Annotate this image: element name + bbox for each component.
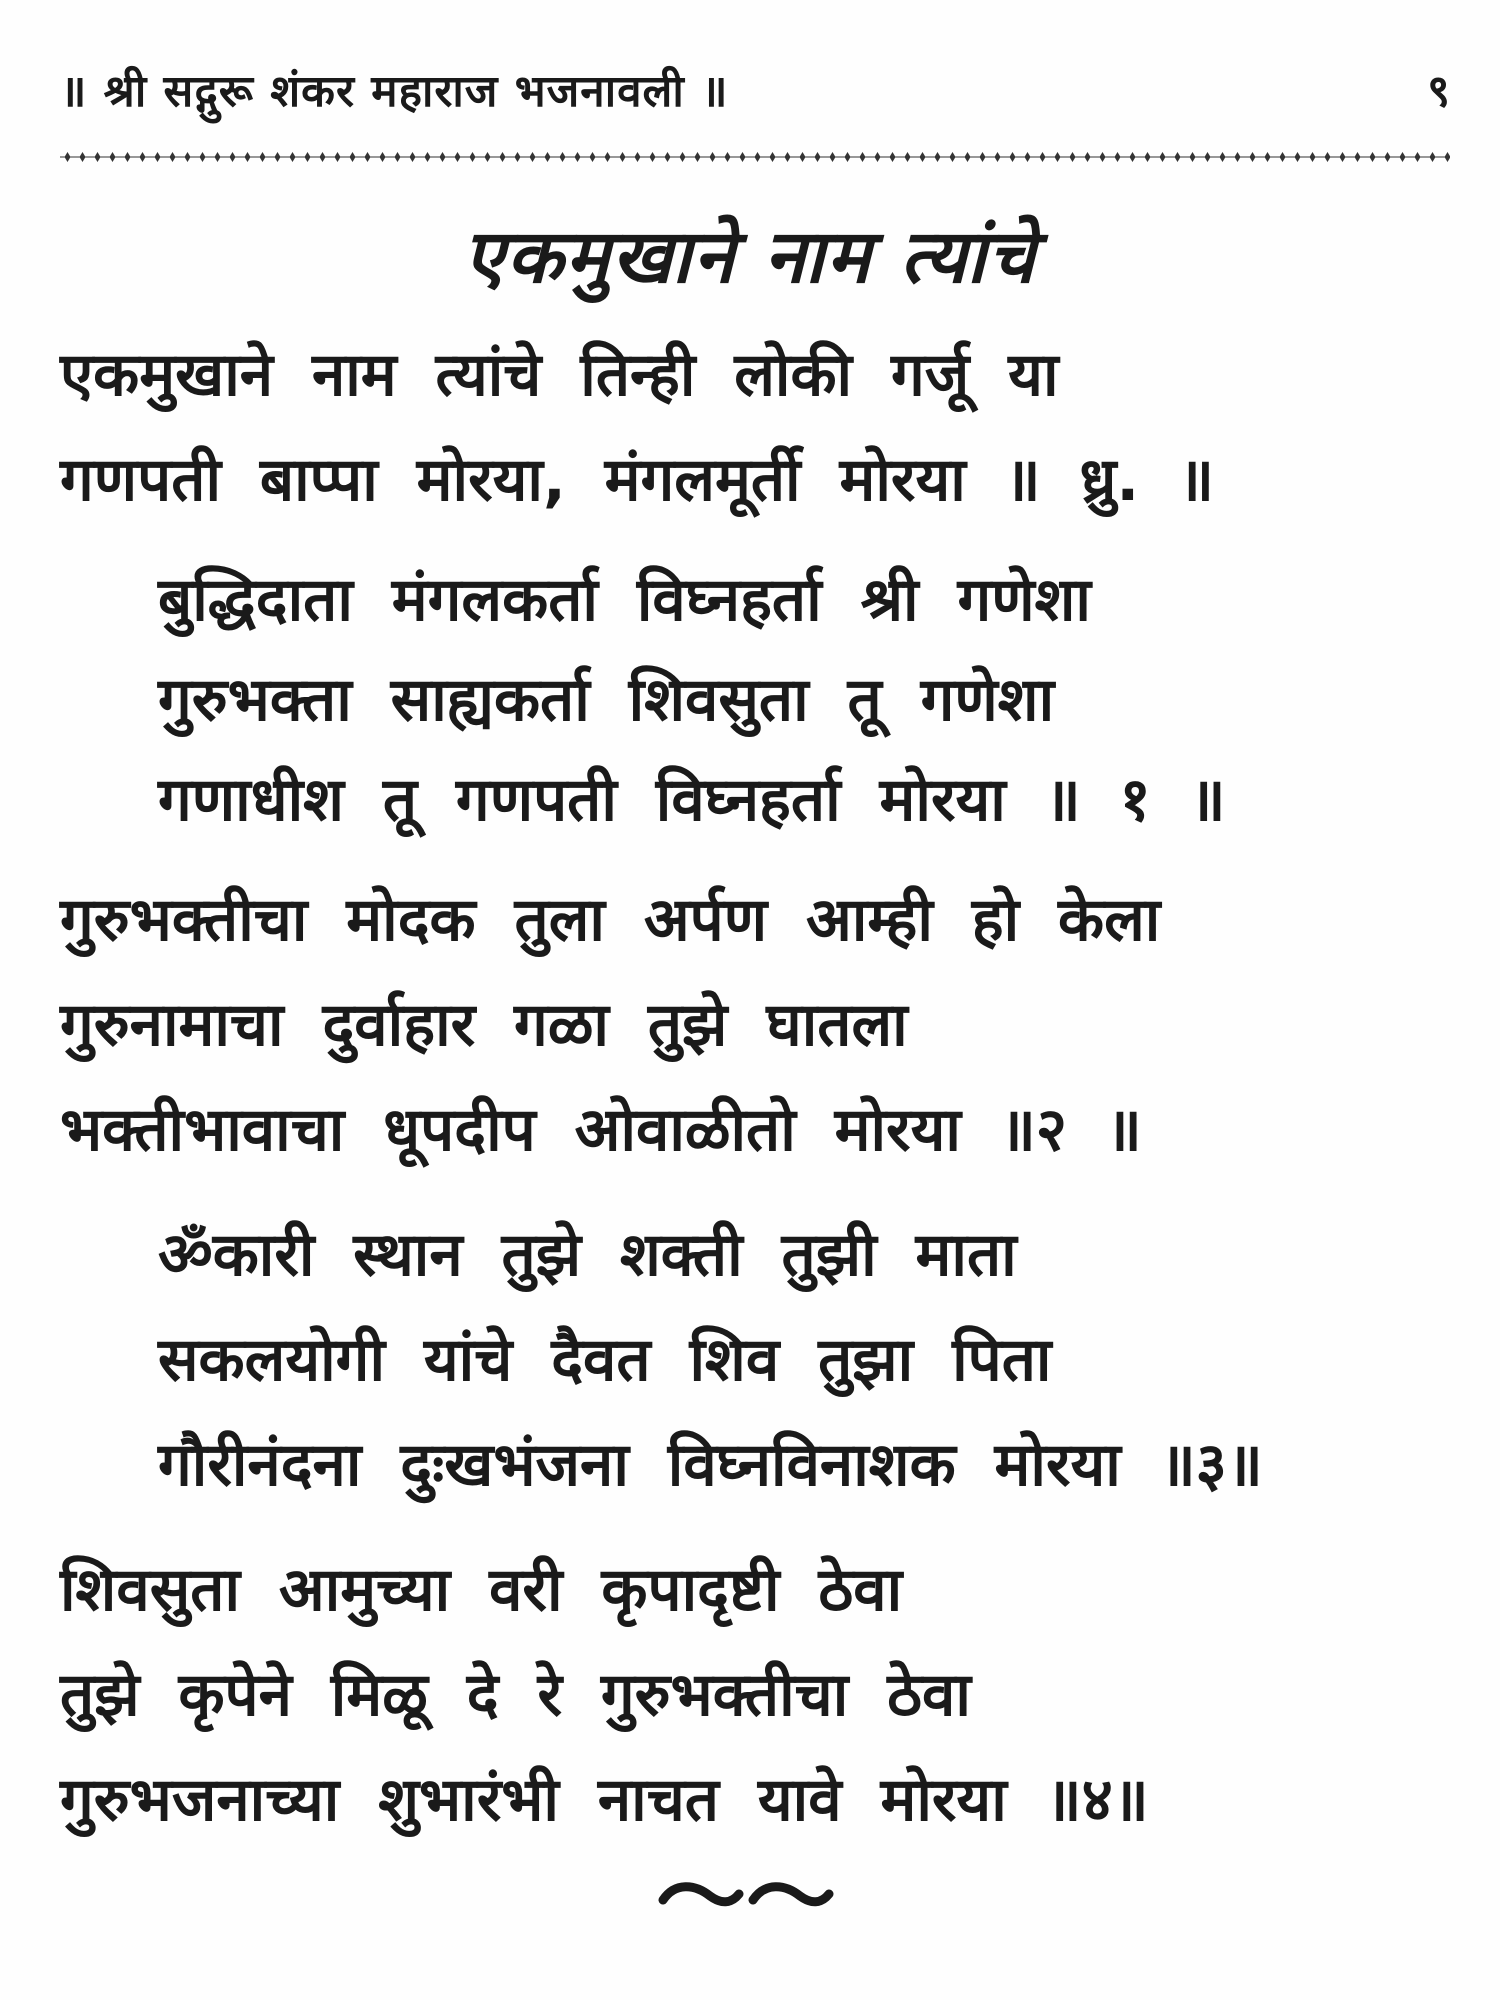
- verse-3-line-2: सकलयोगी यांचे दैवत शिव तुझा पिता: [158, 1325, 1052, 1395]
- verse-2-line-2: गुरुनामाचा दुर्वाहार गळा तुझे घातला: [60, 990, 908, 1060]
- song-title: एकमुखाने नाम त्यांचे: [463, 214, 1037, 300]
- verse-2-line-1: गुरुभक्तीचा मोदक तुला अर्पण आम्ही हो केला: [60, 885, 1161, 955]
- chorus-line-2: गणपती बाप्पा मोरया, मंगलमूर्ती मोरया ॥ ध्रु. ॥: [60, 445, 1215, 515]
- verse-4-line-3: गुरुभजनाच्या शुभारंभी नाचत यावे मोरया ॥४॥: [60, 1765, 1149, 1835]
- divider-pattern: [60, 150, 1450, 164]
- verse-4-line-1: शिवसुता आमुच्या वरी कृपादृष्टी ठेवा: [60, 1555, 903, 1625]
- verse-2-line-3: भक्तीभावाचा धूपदीप ओवाळीतो मोरया ॥२ ॥: [60, 1095, 1142, 1165]
- chorus-line-1: एकमुखाने नाम त्यांचे तिन्ही लोकी गर्जू या: [60, 340, 1059, 410]
- book-title: ॥ श्री सद्गुरू शंकर महाराज भजनावली ॥: [60, 66, 729, 117]
- tilde-ornament: [655, 1870, 835, 1920]
- page-header: [60, 62, 1450, 142]
- verse-1-line-1: बुद्धिदाता मंगलकर्ता विघ्नहर्ता श्री गणेशा: [158, 565, 1091, 635]
- verse-1-line-2: गुरुभक्ता साह्यकर्ता शिवसुता तू गणेशा: [158, 665, 1055, 735]
- verse-3-line-1: ॐकारी स्थान तुझे शक्ती तुझी माता: [158, 1220, 1017, 1290]
- page-number: ९: [1427, 66, 1450, 117]
- verse-4-line-2: तुझे कृपेने मिळू दे रे गुरुभक्तीचा ठेवा: [60, 1660, 971, 1730]
- verse-1-line-3: गणाधीश तू गणपती विघ्नहर्ता मोरया ॥ १ ॥: [158, 765, 1226, 835]
- verse-3-line-3: गौरीनंदना दुःखभंजना विघ्नविनाशक मोरया ॥३॥: [158, 1430, 1263, 1500]
- dotted-divider: [60, 150, 1450, 164]
